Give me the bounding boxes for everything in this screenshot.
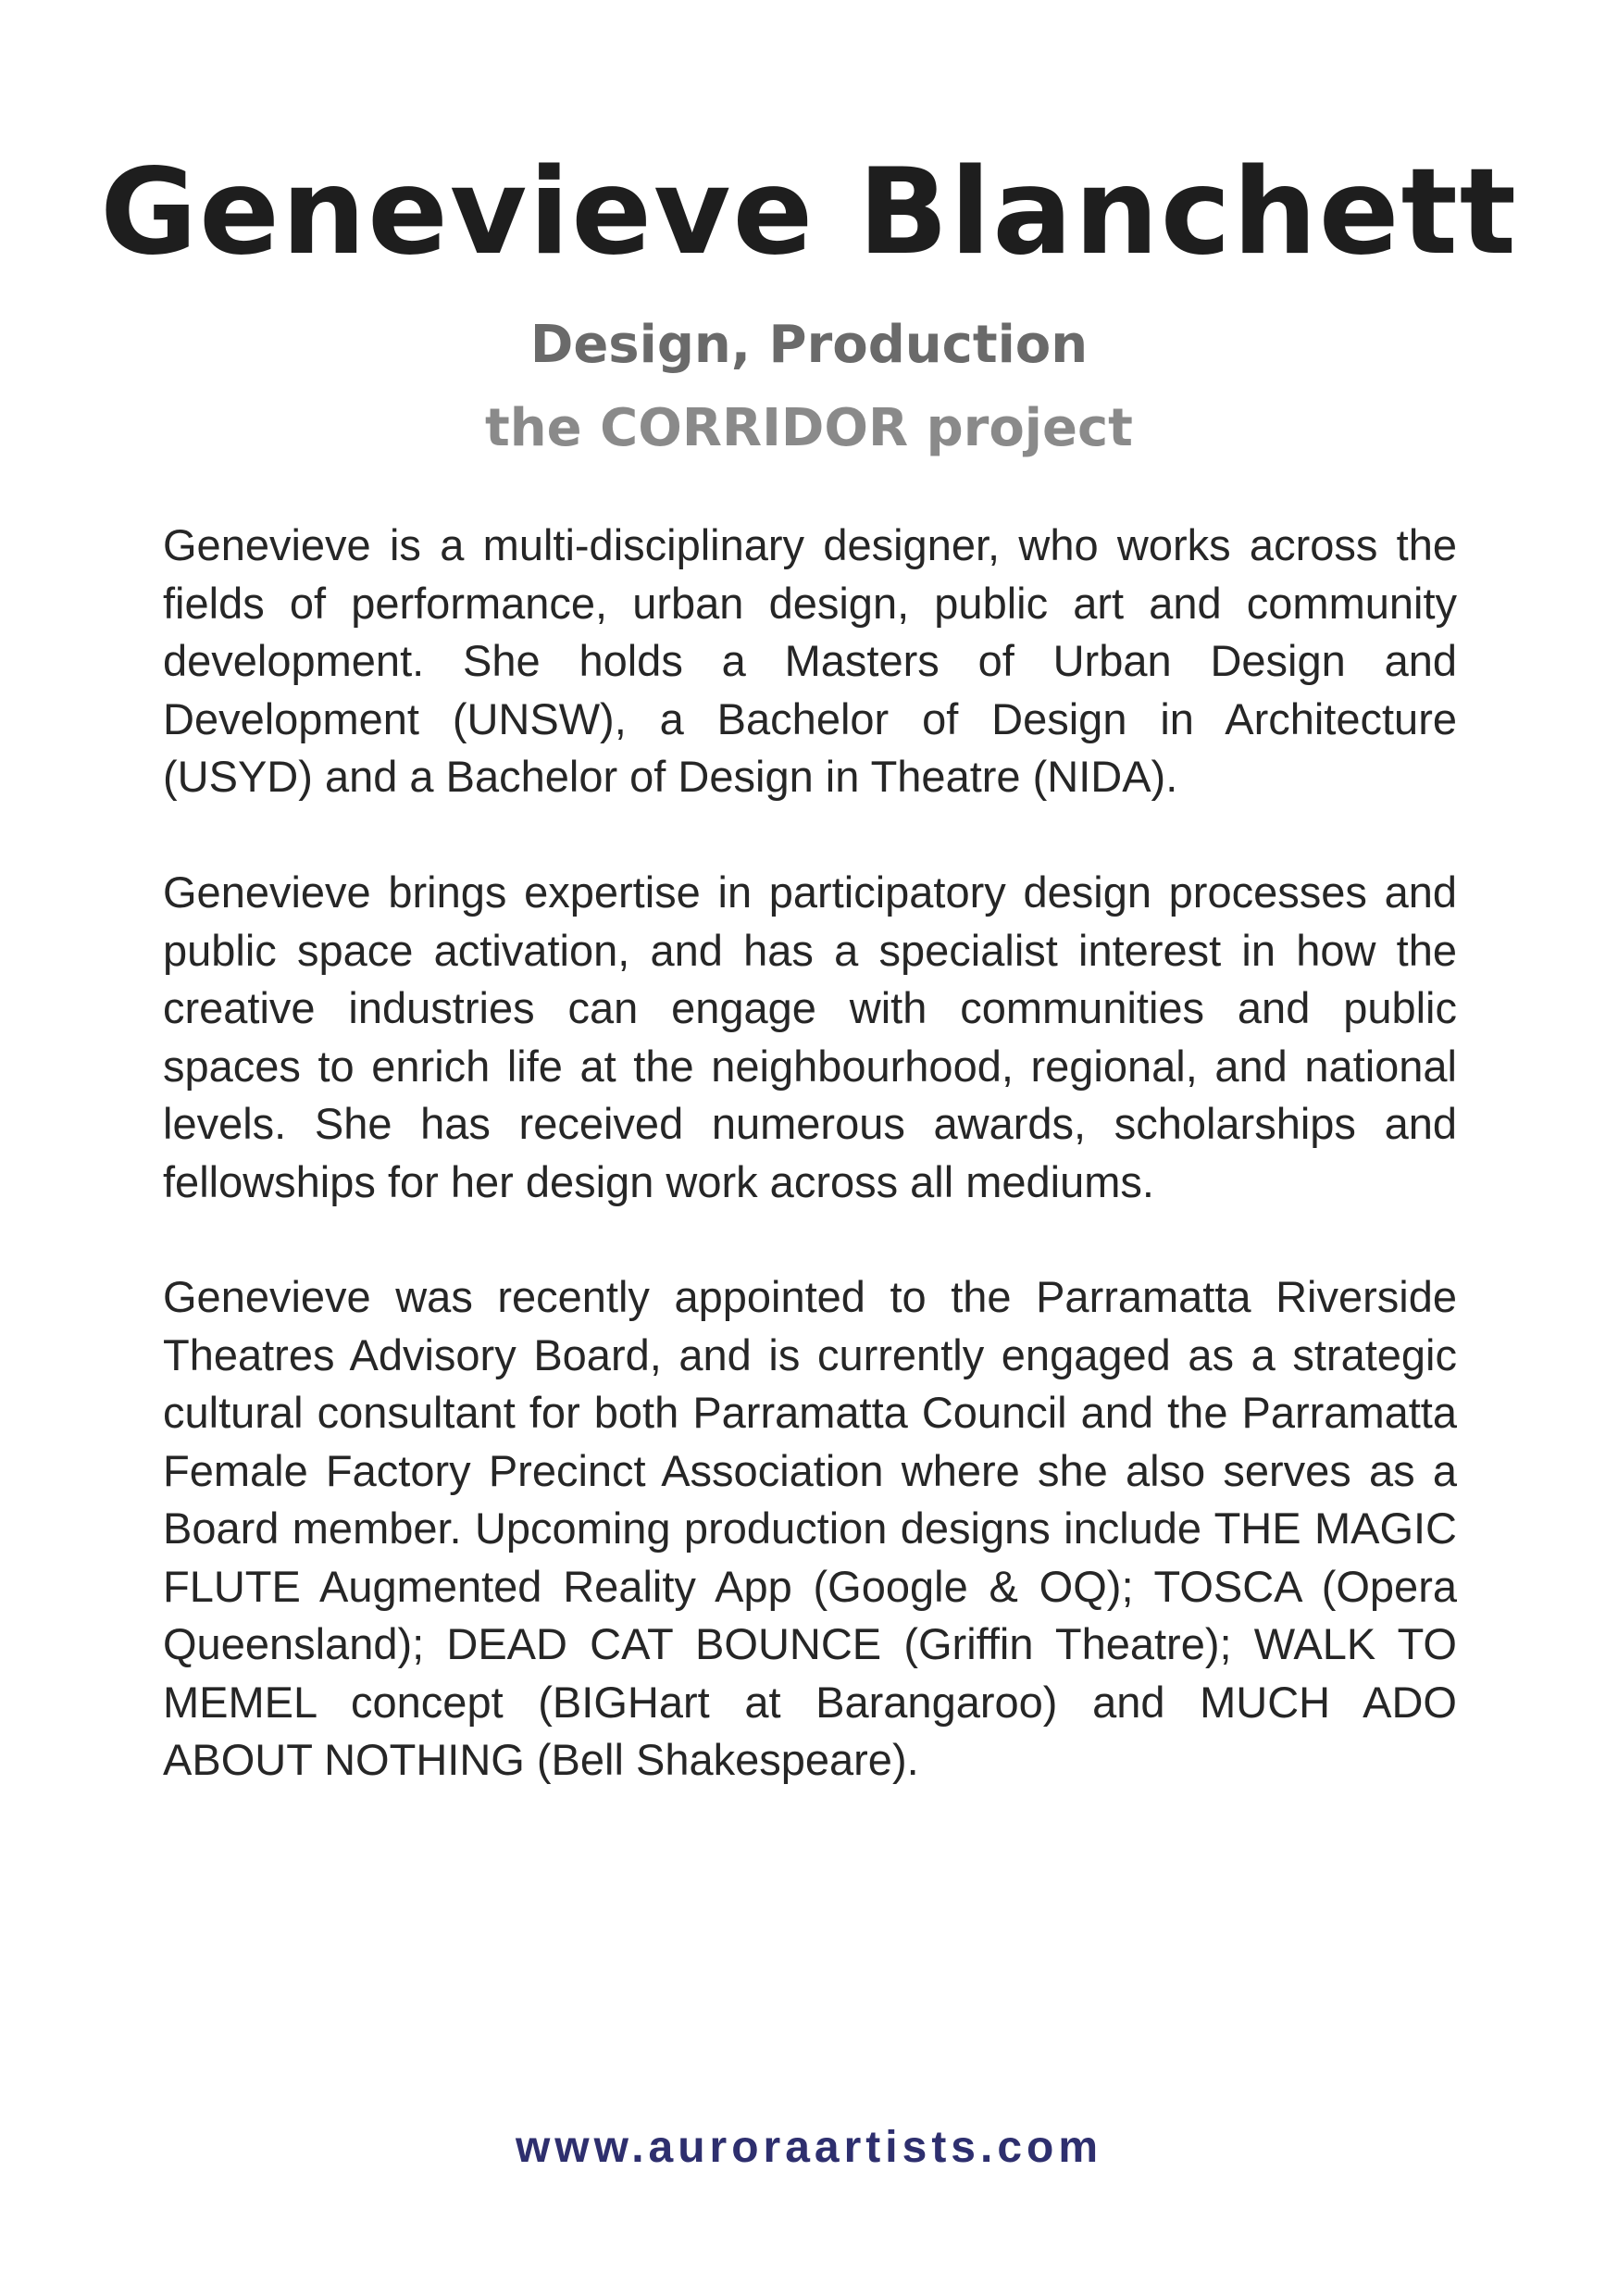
page-title: Genevieve Blanchett <box>100 144 1518 281</box>
role-subtitle: Design, Production <box>529 315 1089 375</box>
bio-paragraph-expertise: Genevieve brings expertise in participatory design processes and public space activation, and has a specialist interest in how the creative industries can engage with communities and public spaces to enrich life at the neighbourhood, regional, and national levels. She has received numerous awards, scholarships and fellowships for her design work across all mediums. <box>163 867 1457 1206</box>
bio-paragraph-education: Genevieve is a multi-disciplinary designer, who works across the fields of performance, urban design, public art and community development. She holds a Masters of Urban Design and Development (UNSW), a Bachelor of Design in Architecture (USYD) and a Bachelor of Design in Theatre (NIDA). <box>163 520 1457 801</box>
project-subtitle: the CORRIDOR project <box>485 398 1133 458</box>
bio-paragraph-appointments: Genevieve was recently appointed to the Parramatta Riverside Theatres Advisory Board, and is currently engaged as a strategic cultural consultant for both Parramatta Council and the Parramatta Female Factory Precinct Association where she also serves as a Board member. Upcoming production designs include THE MAGIC FLUTE Augmented Reality App (Google & OQ); TOSCA (Opera Queensland); DEAD CAT BOUNCE (Griffin Theatre); WALK TO MEMEL concept (BIGHart at Barangaroo) and MUCH ADO ABOUT NOTHING (Bell Shakespeare). <box>163 1272 1457 1784</box>
website-link[interactable]: www.auroraartists.com <box>515 2123 1103 2172</box>
